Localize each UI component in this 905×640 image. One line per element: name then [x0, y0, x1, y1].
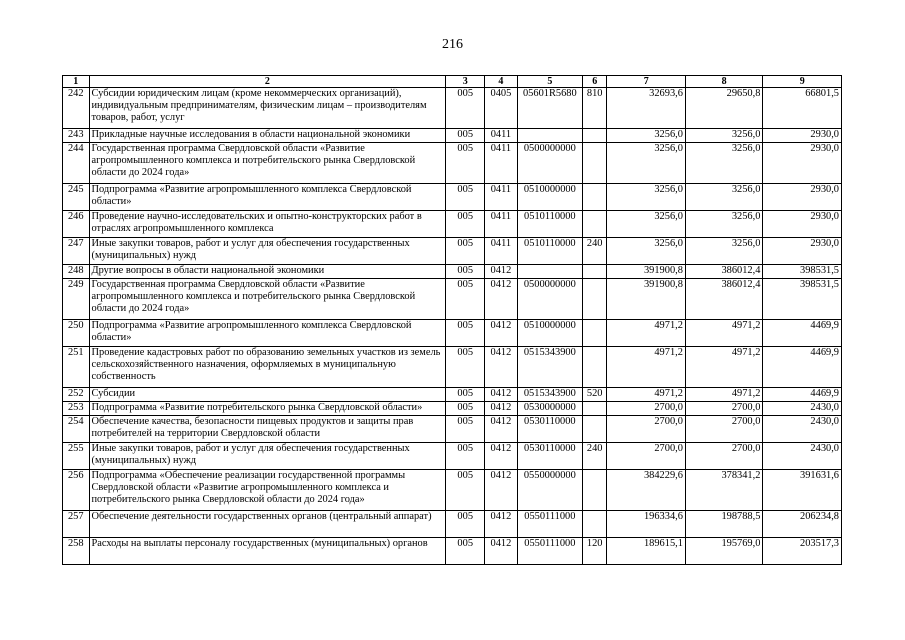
expense-type-code: 240 — [582, 238, 606, 265]
row-description: Другие вопросы в области национальной экономики — [89, 265, 446, 279]
row-description: Проведение кадастровых работ по образованию земельных участков из земель сельскохозяйственного назначения, оформляемых в муниципальную собственность — [89, 347, 446, 388]
target-article-code — [517, 265, 582, 279]
row-description: Расходы на выплаты персоналу государственных (муниципальных) органов — [89, 538, 446, 565]
expense-type-code: 120 — [582, 538, 606, 565]
expense-type-code — [582, 402, 606, 416]
column-header-7: 7 — [607, 76, 686, 88]
column-header-6: 6 — [582, 76, 606, 88]
target-article-code: 0530110000 — [517, 443, 582, 470]
target-article-code: 0515343900 — [517, 388, 582, 402]
ministry-code: 005 — [446, 443, 485, 470]
amount-col-8: 3256,0 — [685, 143, 762, 184]
table-row — [63, 265, 842, 279]
section-code: 0411 — [485, 211, 518, 238]
target-article-code: 0530000000 — [517, 402, 582, 416]
expense-type-code — [582, 416, 606, 443]
amount-col-9: 4469,9 — [763, 347, 842, 388]
row-description: Подпрограмма «Развитие агропромышленного комплекса Свердловской области» — [89, 184, 446, 211]
amount-col-9: 2430,0 — [763, 416, 842, 443]
table-row — [63, 129, 842, 143]
table-row — [63, 443, 842, 470]
section-code: 0412 — [485, 538, 518, 565]
table-row — [63, 388, 842, 402]
column-header-1: 1 — [63, 76, 90, 88]
section-code: 0411 — [485, 238, 518, 265]
amount-col-8: 386012,4 — [685, 279, 762, 320]
table-row — [63, 279, 842, 320]
target-article-code: 0500000000 — [517, 279, 582, 320]
amount-col-7: 2700,0 — [607, 416, 686, 443]
section-code: 0412 — [485, 347, 518, 388]
table-row — [63, 143, 842, 184]
expense-type-code — [582, 129, 606, 143]
section-code: 0412 — [485, 402, 518, 416]
amount-col-9: 2930,0 — [763, 238, 842, 265]
amount-col-9: 2430,0 — [763, 443, 842, 470]
row-number: 257 — [63, 511, 90, 538]
section-code: 0412 — [485, 279, 518, 320]
table-row — [63, 538, 842, 565]
amount-col-7: 4971,2 — [607, 388, 686, 402]
page-number: 216 — [442, 37, 463, 52]
section-code: 0412 — [485, 416, 518, 443]
row-description: Иные закупки товаров, работ и услуг для обеспечения государственных (муниципальных) нужд — [89, 238, 446, 265]
amount-col-8: 198788,5 — [685, 511, 762, 538]
ministry-code: 005 — [446, 129, 485, 143]
amount-col-7: 3256,0 — [607, 129, 686, 143]
row-number: 256 — [63, 470, 90, 511]
amount-col-9: 2930,0 — [763, 143, 842, 184]
expense-type-code: 810 — [582, 88, 606, 129]
section-code: 0412 — [485, 265, 518, 279]
amount-col-8: 29650,8 — [685, 88, 762, 129]
amount-col-8: 2700,0 — [685, 402, 762, 416]
table-row — [63, 347, 842, 388]
amount-col-8: 386012,4 — [685, 265, 762, 279]
section-code: 0412 — [485, 320, 518, 347]
row-number: 247 — [63, 238, 90, 265]
amount-col-9: 391631,6 — [763, 470, 842, 511]
amount-col-7: 2700,0 — [607, 443, 686, 470]
row-number: 248 — [63, 265, 90, 279]
row-number: 244 — [63, 143, 90, 184]
expense-type-code: 240 — [582, 443, 606, 470]
amount-col-9: 2930,0 — [763, 184, 842, 211]
target-article-code: 0550111000 — [517, 511, 582, 538]
target-article-code: 0510000000 — [517, 184, 582, 211]
amount-col-7: 3256,0 — [607, 211, 686, 238]
table-row — [63, 470, 842, 511]
ministry-code: 005 — [446, 238, 485, 265]
amount-col-9: 66801,5 — [763, 88, 842, 129]
row-description: Обеспечение качества, безопасности пищевых продуктов и защиты прав потребителей на территории Свердловской области — [89, 416, 446, 443]
target-article-code: 0550000000 — [517, 470, 582, 511]
row-description: Субсидии юридическим лицам (кроме некоммерческих организаций), индивидуальным предпринимателям, физическим лицам – производителям товаров, работ, услуг — [89, 88, 446, 129]
section-code: 0411 — [485, 143, 518, 184]
row-number: 252 — [63, 388, 90, 402]
ministry-code: 005 — [446, 402, 485, 416]
row-description: Государственная программа Свердловской области «Развитие агропромышленного комплекса и потребительского рынка Свердловской области до 2024 года» — [89, 143, 446, 184]
amount-col-8: 378341,2 — [685, 470, 762, 511]
table-row — [63, 511, 842, 538]
amount-col-7: 189615,1 — [607, 538, 686, 565]
ministry-code: 005 — [446, 265, 485, 279]
header-row — [63, 76, 842, 88]
amount-col-9: 4469,9 — [763, 320, 842, 347]
table-row — [63, 320, 842, 347]
ministry-code: 005 — [446, 143, 485, 184]
row-description: Государственная программа Свердловской области «Развитие агропромышленного комплекса и потребительского рынка Свердловской области до 2024 года» — [89, 279, 446, 320]
row-description: Субсидии — [89, 388, 446, 402]
ministry-code: 005 — [446, 211, 485, 238]
target-article-code: 0515343900 — [517, 347, 582, 388]
table-body — [63, 88, 842, 565]
expense-type-code — [582, 279, 606, 320]
section-code: 0412 — [485, 470, 518, 511]
ministry-code: 005 — [446, 320, 485, 347]
column-header-2: 2 — [89, 76, 446, 88]
target-article-code: 0510000000 — [517, 320, 582, 347]
expense-type-code — [582, 511, 606, 538]
section-code: 0405 — [485, 88, 518, 129]
amount-col-7: 384229,6 — [607, 470, 686, 511]
section-code: 0411 — [485, 184, 518, 211]
amount-col-8: 4971,2 — [685, 388, 762, 402]
column-header-8: 8 — [685, 76, 762, 88]
target-article-code: 0510110000 — [517, 211, 582, 238]
amount-col-8: 2700,0 — [685, 443, 762, 470]
amount-col-9: 2930,0 — [763, 129, 842, 143]
amount-col-7: 2700,0 — [607, 402, 686, 416]
amount-col-8: 3256,0 — [685, 238, 762, 265]
row-number: 254 — [63, 416, 90, 443]
ministry-code: 005 — [446, 416, 485, 443]
row-number: 258 — [63, 538, 90, 565]
row-number: 250 — [63, 320, 90, 347]
ministry-code: 005 — [446, 279, 485, 320]
row-number: 245 — [63, 184, 90, 211]
ministry-code: 005 — [446, 470, 485, 511]
amount-col-8: 4971,2 — [685, 320, 762, 347]
amount-col-9: 206234,8 — [763, 511, 842, 538]
amount-col-7: 391900,8 — [607, 279, 686, 320]
amount-col-9: 398531,5 — [763, 265, 842, 279]
target-article-code — [517, 129, 582, 143]
amount-col-7: 196334,6 — [607, 511, 686, 538]
row-description: Прикладные научные исследования в области национальной экономики — [89, 129, 446, 143]
amount-col-9: 2930,0 — [763, 211, 842, 238]
target-article-code: 0500000000 — [517, 143, 582, 184]
amount-col-7: 4971,2 — [607, 320, 686, 347]
section-code: 0412 — [485, 443, 518, 470]
expense-type-code — [582, 184, 606, 211]
expense-type-code: 520 — [582, 388, 606, 402]
ministry-code: 005 — [446, 388, 485, 402]
amount-col-7: 3256,0 — [607, 184, 686, 211]
row-number: 251 — [63, 347, 90, 388]
expense-type-code — [582, 211, 606, 238]
row-description: Обеспечение деятельности государственных органов (центральный аппарат) — [89, 511, 446, 538]
ministry-code: 005 — [446, 511, 485, 538]
target-article-code: 0550111000 — [517, 538, 582, 565]
budget-table — [62, 75, 842, 565]
amount-col-7: 3256,0 — [607, 238, 686, 265]
section-code: 0412 — [485, 388, 518, 402]
row-number: 255 — [63, 443, 90, 470]
column-header-9: 9 — [763, 76, 842, 88]
ministry-code: 005 — [446, 538, 485, 565]
amount-col-8: 2700,0 — [685, 416, 762, 443]
amount-col-8: 4971,2 — [685, 347, 762, 388]
expense-type-code — [582, 265, 606, 279]
ministry-code: 005 — [446, 347, 485, 388]
amount-col-9: 398531,5 — [763, 279, 842, 320]
amount-col-7: 391900,8 — [607, 265, 686, 279]
table-row — [63, 211, 842, 238]
row-description: Иные закупки товаров, работ и услуг для обеспечения государственных (муниципальных) нужд — [89, 443, 446, 470]
table-row — [63, 238, 842, 265]
row-description: Подпрограмма «Развитие потребительского рынка Свердловской области» — [89, 402, 446, 416]
amount-col-8: 3256,0 — [685, 211, 762, 238]
row-number: 242 — [63, 88, 90, 129]
amount-col-9: 2430,0 — [763, 402, 842, 416]
target-article-code: 0510110000 — [517, 238, 582, 265]
table-row — [63, 88, 842, 129]
row-number: 243 — [63, 129, 90, 143]
row-description: Подпрограмма «Обеспечение реализации государственной программы Свердловской области «Развитие агропромышленного комплекса и потребительского рынка Свердловской области до 2024 года» — [89, 470, 446, 511]
column-header-4: 4 — [485, 76, 518, 88]
table-row — [63, 184, 842, 211]
ministry-code: 005 — [446, 88, 485, 129]
section-code: 0411 — [485, 129, 518, 143]
row-number: 249 — [63, 279, 90, 320]
row-number: 246 — [63, 211, 90, 238]
table-row — [63, 402, 842, 416]
target-article-code: 05601R5680 — [517, 88, 582, 129]
row-description: Подпрограмма «Развитие агропромышленного комплекса Свердловской области» — [89, 320, 446, 347]
row-description: Проведение научно-исследовательских и опытно-конструкторских работ в отраслях агропромышленного комплекса — [89, 211, 446, 238]
amount-col-8: 3256,0 — [685, 184, 762, 211]
expense-type-code — [582, 347, 606, 388]
expense-type-code — [582, 143, 606, 184]
column-header-5: 5 — [517, 76, 582, 88]
amount-col-9: 4469,9 — [763, 388, 842, 402]
table-row — [63, 416, 842, 443]
amount-col-7: 3256,0 — [607, 143, 686, 184]
amount-col-8: 3256,0 — [685, 129, 762, 143]
target-article-code: 0530110000 — [517, 416, 582, 443]
ministry-code: 005 — [446, 184, 485, 211]
section-code: 0412 — [485, 511, 518, 538]
row-number: 253 — [63, 402, 90, 416]
amount-col-7: 4971,2 — [607, 347, 686, 388]
expense-type-code — [582, 470, 606, 511]
amount-col-7: 32693,6 — [607, 88, 686, 129]
amount-col-9: 203517,3 — [763, 538, 842, 565]
expense-type-code — [582, 320, 606, 347]
column-header-3: 3 — [446, 76, 485, 88]
amount-col-8: 195769,0 — [685, 538, 762, 565]
